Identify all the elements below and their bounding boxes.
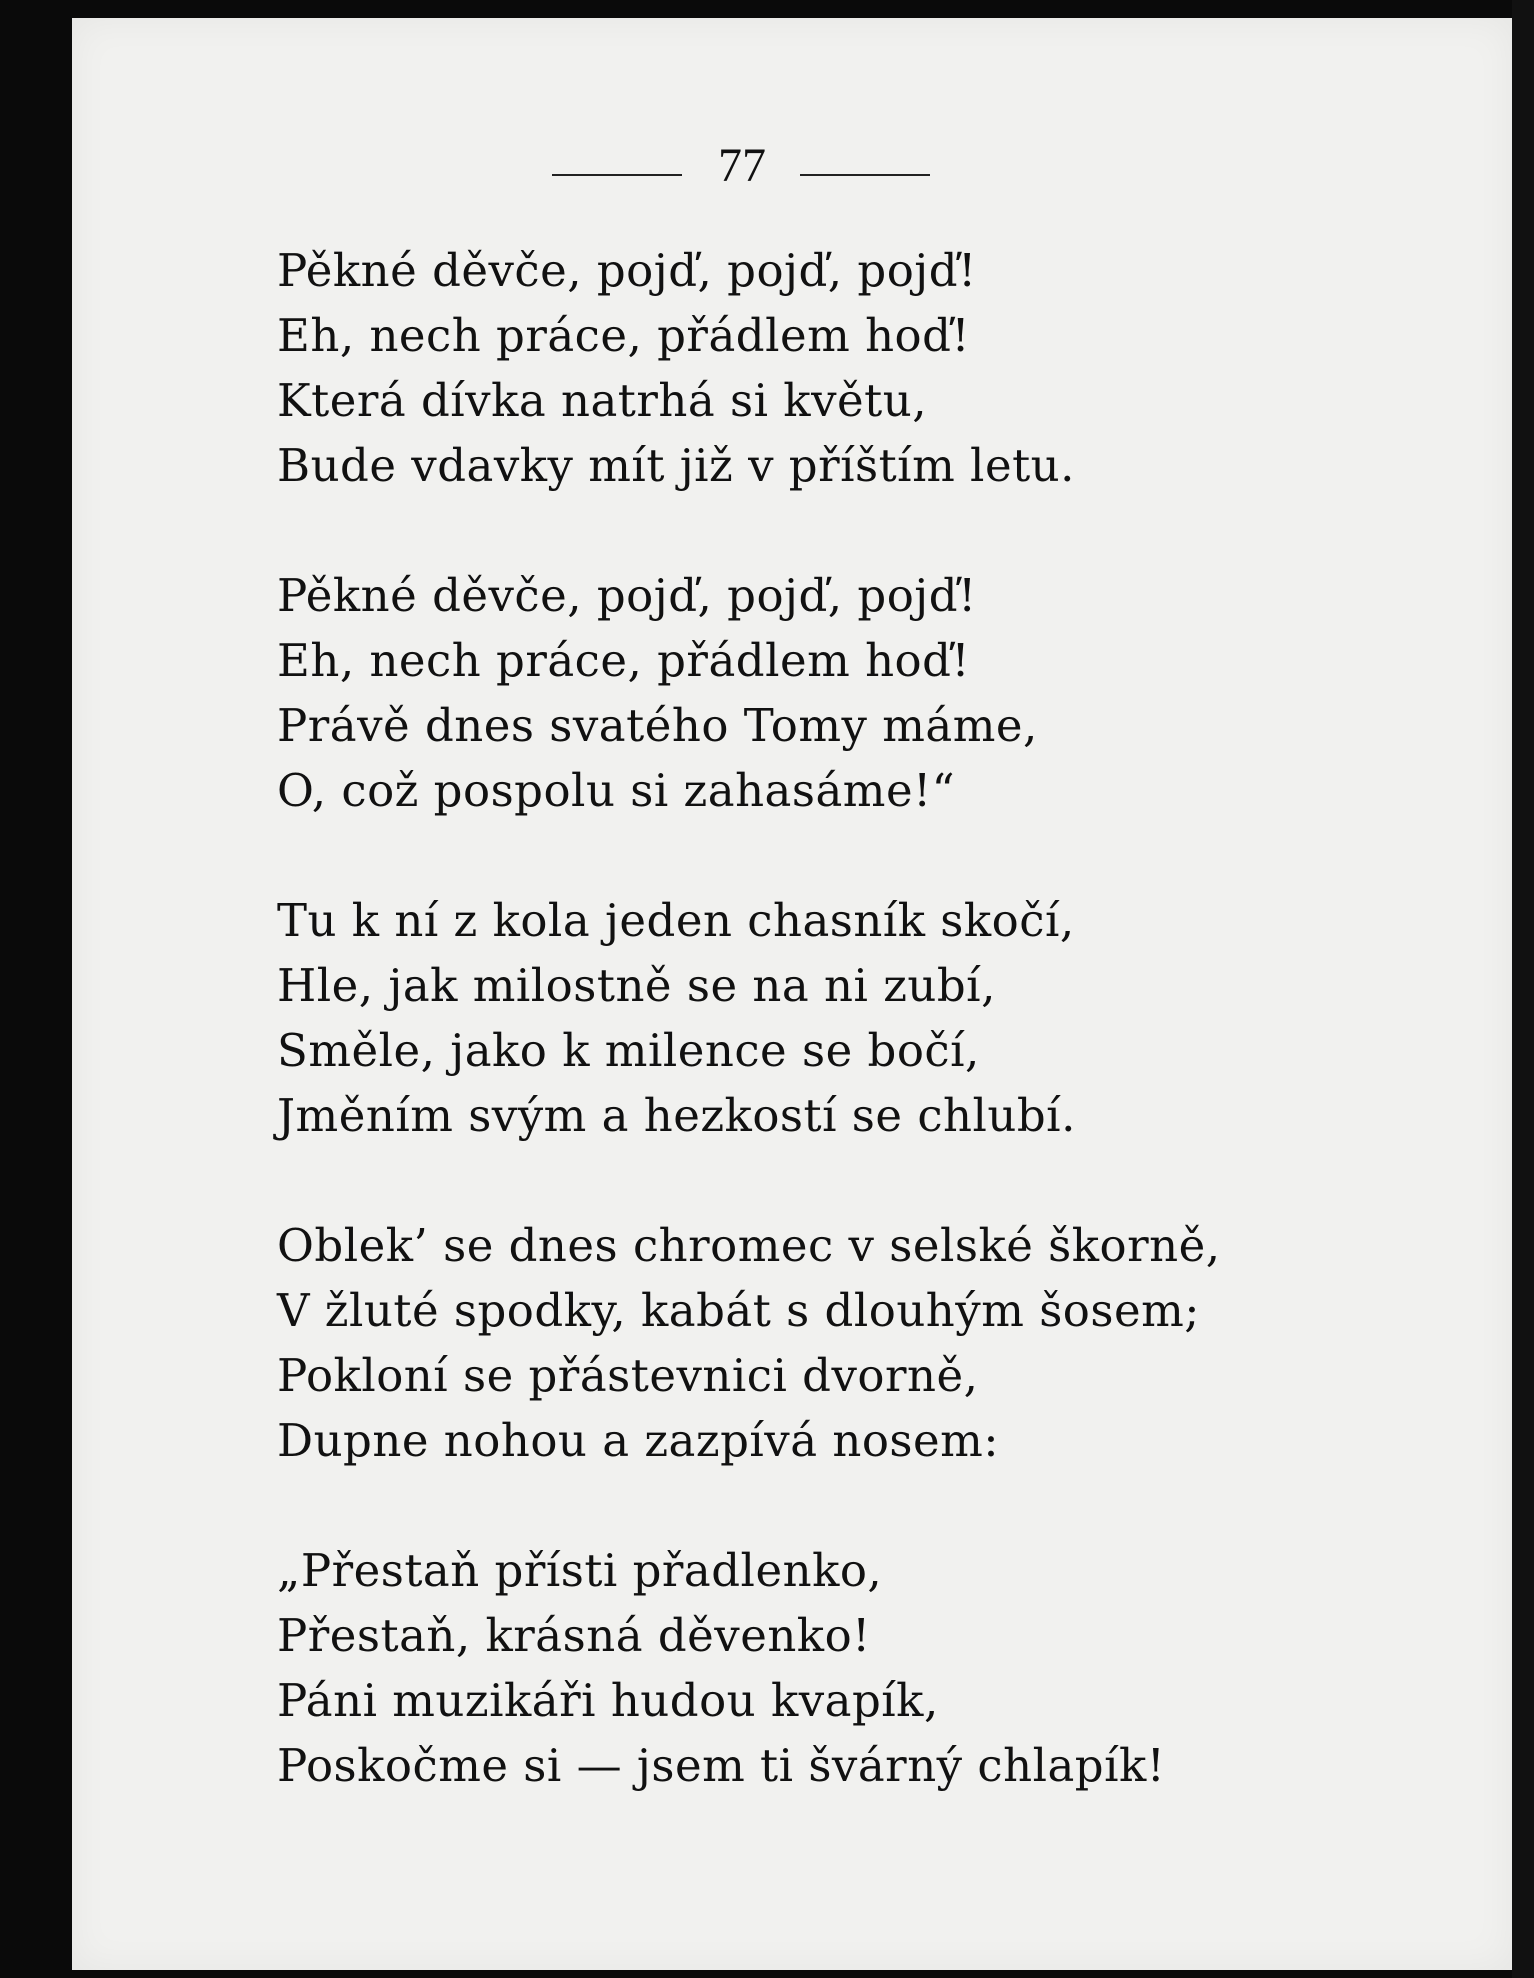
poem-line: Která dívka natrhá si květu, bbox=[277, 374, 927, 427]
header-rule-left bbox=[552, 174, 682, 176]
stanza-2 bbox=[277, 563, 1297, 823]
poem-line: Poskočme si — jsem ti švárný chlapík! bbox=[277, 1739, 1166, 1792]
stanza-1 bbox=[277, 238, 1297, 498]
poem-line: Bude vdavky mít již v příštím letu. bbox=[277, 439, 1075, 492]
poem-line: Tu k ní z kola jeden chasník skočí, bbox=[277, 894, 1075, 947]
poem-line: Pěkné děvče, pojď, pojď, pojď! bbox=[277, 244, 977, 297]
poem-line: Hle, jak milostně se na ni zubí, bbox=[277, 959, 996, 1012]
poem-line: Směle, jako k milence se bočí, bbox=[277, 1024, 980, 1077]
stanza-4 bbox=[277, 1213, 1297, 1473]
poem-line: Právě dnes svatého Tomy máme, bbox=[277, 699, 1038, 752]
header-rule-right bbox=[800, 174, 930, 176]
stanza-3 bbox=[277, 888, 1297, 1148]
poem-line: Přestaň, krásná děvenko! bbox=[277, 1609, 871, 1662]
poem-text bbox=[277, 238, 1297, 1798]
poem-line: Eh, nech práce, přádlem hoď! bbox=[277, 634, 971, 687]
page-number: 77 bbox=[718, 139, 766, 192]
poem-line: Eh, nech práce, přádlem hoď! bbox=[277, 309, 971, 362]
poem-line: Jměním svým a hezkostí se chlubí. bbox=[277, 1089, 1076, 1142]
page-edge-shadow bbox=[1512, 0, 1534, 1978]
poem-line: Dupne nohou a zazpívá nosem: bbox=[277, 1414, 999, 1467]
poem-line: Pokloní se přástevnici dvorně, bbox=[277, 1349, 979, 1402]
stanza-5 bbox=[277, 1538, 1297, 1798]
poem-line: Páni muzikáři hudou kvapík, bbox=[277, 1674, 939, 1727]
book-page bbox=[72, 18, 1512, 1970]
poem-line: V žluté spodky, kabát s dlouhým šosem; bbox=[277, 1284, 1200, 1337]
poem-line: Oblek’ se dnes chromec v selské škorně, bbox=[277, 1219, 1221, 1272]
poem-line: Pěkné děvče, pojď, pojď, pojď! bbox=[277, 569, 977, 622]
page-header bbox=[472, 138, 1012, 192]
poem-line: O, což pospolu si zahasáme!“ bbox=[277, 764, 956, 817]
poem-line: „Přestaň přísti přadlenko, bbox=[277, 1544, 883, 1597]
